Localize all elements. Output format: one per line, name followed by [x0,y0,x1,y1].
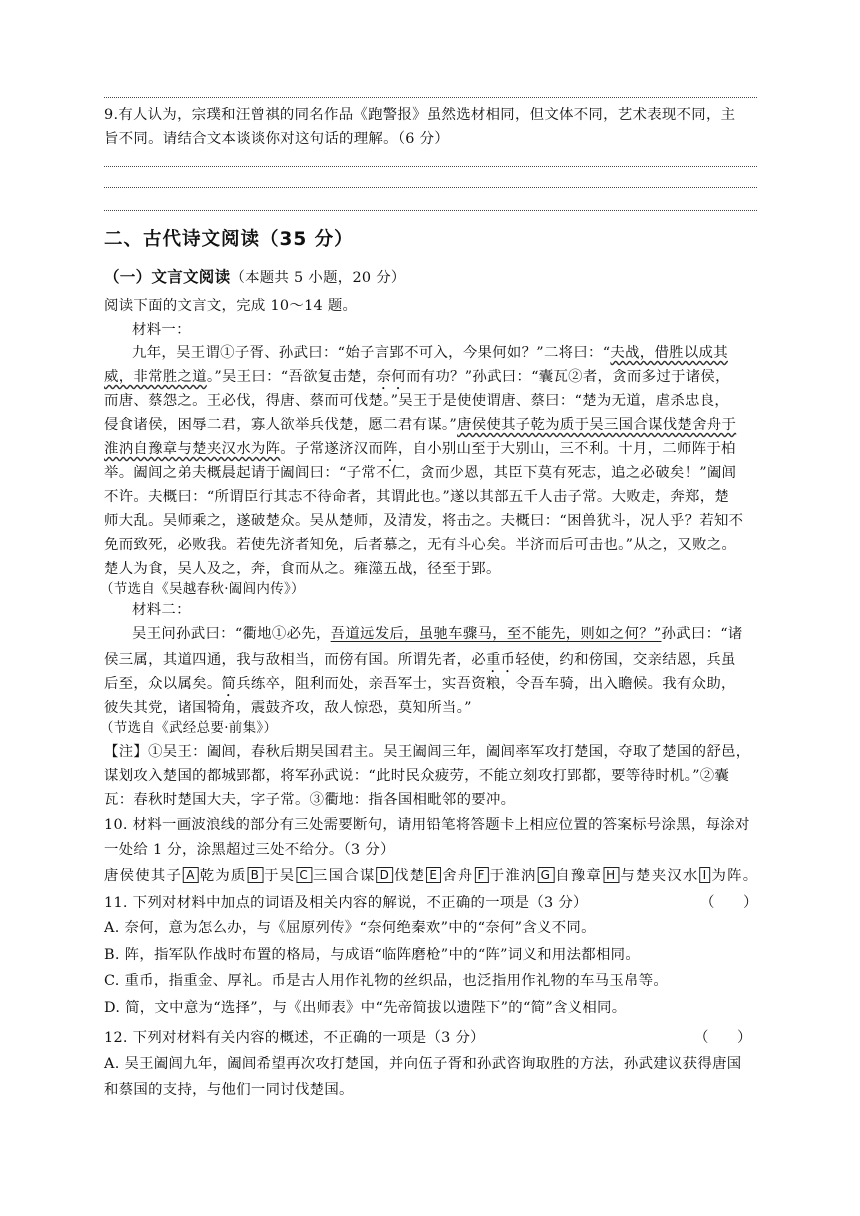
answer-box-g[interactable]: G [538,867,555,883]
text-run: 九年，吴王谓①子胥、孙武曰：“始子言郢不可入，今果何如？”二将曰：“ [132,345,611,361]
underlined-text: 吾道远发后，虽驰车骤马，至不能先，则如之何？” [330,626,662,642]
wavy-underlined-text: 夫战，借胜以成其 [610,345,728,361]
material-2-line-1 [132,624,758,644]
segment: 于吴 [264,868,296,884]
material-1-line-9: 免而致死，必败我。若使先济者知免，后者慕之，无有斗心矣。半济而后可击也。”从之，又败之。 [104,537,737,553]
answer-parentheses[interactable]: （ ） [700,895,758,911]
answer-box-h[interactable]: H [603,867,619,883]
segment: 自豫章 [555,868,603,884]
text-run: 孙武曰：“诸 [661,626,743,642]
answer-box-d[interactable]: D [377,867,393,883]
question-11-option-d: D. 简，文中意为“选择”，与《出师表》中“先帝简拔以遗陛下”的“简”含义相同。 [104,1000,627,1016]
question-9-line-2: 旨不同。请结合文本谈谈你对这句话的理解。（6 分） [104,131,450,147]
material-1-line-7: 不许。夫概曰：“所谓臣行其志不待命者，其谓此也。”遂以其部五千人击子常。大败走，奔郑，楚 [104,489,730,505]
question-11-option-a: A. 奈何，意为怎么办，与《屈原列传》“奈何绝秦欢”中的“奈何”含义不同。 [104,920,596,936]
material-2-line-4: 彼失其党，诸国犄角，震鼓齐攻，敌人惊恐，莫知所当。” [104,700,472,716]
answer-box-b[interactable]: B [248,867,264,883]
question-11-stem: 11. 下列对材料中加点的词语及相关内容的解说，不正确的一项是（3 分） [104,895,588,911]
question-10-sentence [104,866,758,886]
segment: 乾为质 [199,868,247,884]
material-1-line-5 [104,439,758,465]
answer-line [104,210,757,211]
question-12-option-a-line-2: 和蔡国的支持，与他们一同讨伐楚国。 [104,1082,354,1098]
material-1-line-4 [104,415,758,435]
question-10-line-1: 10. 材料一画波浪线的部分有三处需要断句，请用铅笔将答题卡上相应位置的答案标号涂黑，每涂对 [104,817,750,833]
segment: 与楚夹汉水 [620,868,699,884]
material-2-label: 材料二： [132,602,191,618]
answer-box-a[interactable]: A [183,867,198,883]
note-line-1: 【注】①吴王：阖闾，春秋后期吴国君主。吴王阖闾三年，阖闾率军攻打楚国，夺取了楚国的舒邑， [104,744,751,760]
text-run: 。”吴王曰：“吾欲复击楚， [206,369,377,385]
subsection-title-plain: （本题共 5 小题，20 分） [230,270,406,286]
question-12-stem: 12. 下列对材料有关内容的概述，不正确的一项是（3 分） [104,1030,485,1046]
answer-box-f[interactable]: F [475,867,489,883]
text-run: 轻使，约和傍国，交亲结恩，兵虽 [515,652,736,668]
material-1-line-10: 楚人为食，吴人及之，奔，食而从之。雍澨五战，径至于郢。 [104,561,501,577]
text-run: 侯三属，其道四通，我与敌相当，而傍有国。所谓先者，必 [104,652,486,668]
text-run: 兵练卒，阻利而处，亲吾军士，实吾资粮，令吾车骑，出入瞻候。我有众助， [236,676,736,692]
answer-line [104,187,757,188]
segment: 伐楚 [394,868,426,884]
answer-box-c[interactable]: C [296,867,312,883]
material-1-line-1 [132,343,758,363]
dotted-word: 重币 [485,652,516,668]
question-11-option-c: C. 重币，指重金、厚礼。币是古人用作礼物的丝织品，也泛指用作礼物的车马玉帛等。 [104,973,669,989]
answer-box-e[interactable]: E [426,867,441,883]
segment: 舍舟 [442,868,474,884]
dotted-word: 奈何 [376,369,406,385]
answer-line [104,166,757,167]
dotted-word: 阵 [383,441,398,457]
segment: 为阵。 [711,868,759,884]
material-2-line-3 [104,674,758,700]
subsection-title [104,267,758,288]
material-1-source: （节选自《吴越春秋·阖闾内传》） [100,581,305,597]
note-line-2: 谋划攻入楚国的都城郢都，将军孙武说：“此时民众疲劳，不能立刻攻打郢都，要等待时机。”②囊 [104,768,730,784]
instruction: 阅读下面的文言文，完成 10～14 题。 [104,298,358,314]
segment: 唐侯使其子 [104,868,183,884]
question-12-option-a-line-1: A. 吴王阖闾九年，阖闾希望再次攻打楚国，并向伍子胥和孙武咨询取胜的方法，孙武建议获得唐国 [104,1056,742,1072]
text-run: 侵食诸侯，困辱二君，寡人欲举兵伐楚，愿二君有谋。” [104,417,458,433]
subsection-title-bold: （一）文言文阅读 [104,268,231,286]
wavy-underlined-text: 威，非常胜之道 [104,369,207,385]
material-1-line-6: 举。阖闾之弟夫概晨起请于阖闾曰：“子常不仁，贪而少恩，其臣下莫有死志，追之必破矣！”阖闾 [104,465,737,481]
text-run: 。子常遂济汉而 [280,441,384,457]
material-2-line-2 [104,650,758,676]
question-9-line-1: 9.有人认为，宗璞和汪曾祺的同名作品《跑警报》虽然选材相同，但文体不同，艺术表现不同，主 [104,107,736,123]
material-1-line-3: 而唐、蔡怨之。王必伐，得唐、蔡而可伐楚。”吴王于是使使谓唐、蔡曰：“楚为无道，虐杀忠良， [104,393,730,409]
text-run: 后至，众以属矣。 [104,676,222,692]
question-11-option-b: B. 阵，指军队作战时布置的格局，与成语“临阵磨枪”中的“阵”词义和用法都相同。 [104,947,641,963]
section-title: 二、古代诗文阅读（35 分） [104,229,354,250]
wavy-underlined-text: 唐侯使其子乾为质于吴三国合谋伐楚舍舟于 [457,417,737,433]
segment: 三国合谋 [313,868,376,884]
text-run: 吴王问孙武曰：“衢地①必先， [132,626,331,642]
text-run: ，自小别山至于大别山，三不利。十月，二师阵于柏 [397,441,736,457]
segment: 于淮汭 [489,868,537,884]
material-1-label: 材料一： [132,322,191,338]
material-2-source: （节选自《武经总要·前集》） [100,720,278,736]
material-1-line-8: 师大乱。吴师乘之，遂破楚众。吴从楚师，及清发，将击之。夫概曰：“困兽犹斗，况人乎？若知不 [104,513,744,529]
answer-parentheses[interactable]: （ ） [694,1030,752,1046]
question-10-line-2: 一处给 1 分，涂黑超过三处不给分。（3 分） [104,842,395,858]
answer-box-i[interactable]: I [700,867,711,883]
text-run: 而有功？”孙武曰：“囊瓦②者，贪而多过于诸侯， [405,369,730,385]
material-1-line-2 [104,367,758,393]
wavy-underlined-text: 淮汭自豫章与楚夹汉水为阵 [104,441,281,457]
note-line-3: 瓦：春秋时楚国大夫，字子常。③衢地：指各国相毗邻的要冲。 [104,792,516,808]
dotted-word: 简 [221,676,237,692]
answer-line [104,97,757,98]
